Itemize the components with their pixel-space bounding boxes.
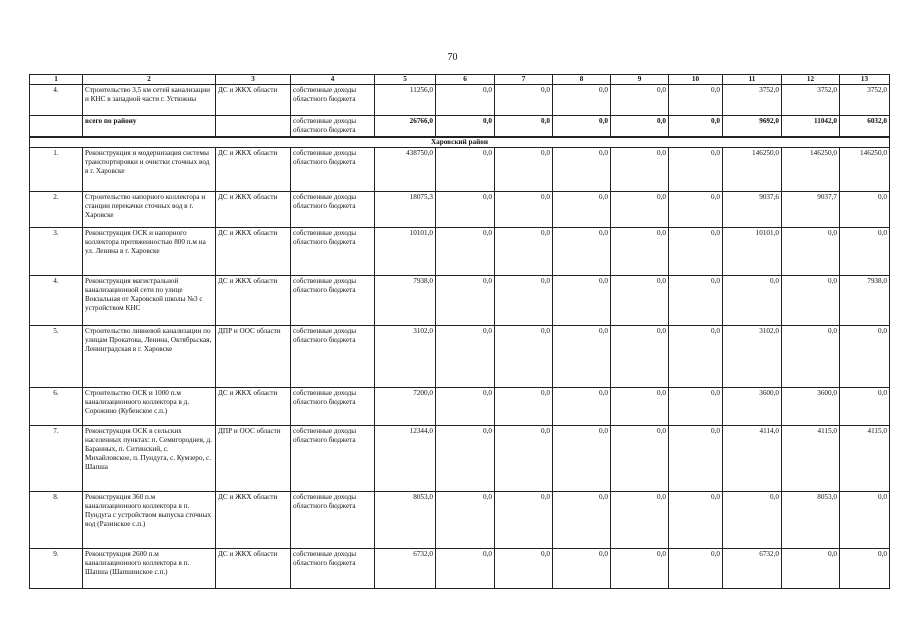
value-cell: 0,0 [495,116,553,138]
value-cell: 0,0 [611,549,669,589]
executor: ДС и ЖКХ области [216,228,291,276]
value-cell: 0,0 [611,148,669,192]
value-cell: 0,0 [553,326,611,388]
row-number: 4. [30,276,83,326]
value-cell: 0,0 [553,148,611,192]
value-cell: 0,0 [553,388,611,426]
value-cell: 0,0 [553,228,611,276]
page-number: 70 [447,52,458,63]
value-cell: 9692,0 [723,116,782,138]
value-cell: 0,0 [553,426,611,492]
value-cell: 0,0 [723,492,782,549]
funding-source: собственные доходы областного бюджета [291,192,375,228]
value-cell: 0,0 [611,116,669,138]
executor: ДС и ЖКХ области [216,549,291,589]
value-cell: 0,0 [436,388,495,426]
value-cell: 7938,0 [375,276,436,326]
value-cell: 0,0 [495,276,553,326]
header-cell: 10 [669,75,723,85]
row-number: 6. [30,388,83,426]
table-row [30,192,890,228]
value-cell: 0,0 [553,276,611,326]
row-number: 4. [30,85,83,116]
row-number [30,116,83,138]
value-cell: 0,0 [436,148,495,192]
value-cell: 0,0 [782,276,840,326]
header-cell: 9 [611,75,669,85]
header-cell: 11 [723,75,782,85]
value-cell: 4114,0 [723,426,782,492]
total-row [30,116,890,138]
value-cell: 146250,0 [840,148,890,192]
executor [216,116,291,138]
value-cell: 7938,0 [840,276,890,326]
value-cell: 3752,0 [723,85,782,116]
project-name: Реконструкция ОСК в сельских населенных пунктах: п. Семигороднея, д. Баранных, п. Ситинский, с. Михайловское, п. Пундуга, с. Кумзеро, с. Шапша [83,426,216,492]
executor: ДС и ЖКХ области [216,192,291,228]
header-cell: 1 [30,75,83,85]
value-cell: 0,0 [436,426,495,492]
value-cell: 10101,0 [375,228,436,276]
funding-source: собственные доходы областного бюджета [291,549,375,589]
value-cell: 0,0 [495,549,553,589]
value-cell: 0,0 [553,85,611,116]
project-name: Строительство 3,5 км сетей канализации и КНС в западной части г. Устюжны [83,85,216,116]
value-cell: 0,0 [840,326,890,388]
funding-source: собственные доходы областного бюджета [291,85,375,116]
value-cell: 4115,0 [782,426,840,492]
funding-source: собственные доходы областного бюджета [291,228,375,276]
value-cell: 18075,3 [375,192,436,228]
value-cell: 0,0 [611,192,669,228]
value-cell: 0,0 [840,492,890,549]
value-cell: 6732,0 [723,549,782,589]
header-cell: 8 [553,75,611,85]
value-cell: 0,0 [553,492,611,549]
funding-source: собственные доходы областного бюджета [291,426,375,492]
header-cell: 2 [83,75,216,85]
value-cell: 0,0 [669,326,723,388]
project-name: Реконструкция и модернизация системы транспортировки и очистки сточных вод в г. Харовске [83,148,216,192]
value-cell: 10101,0 [723,228,782,276]
value-cell: 0,0 [611,326,669,388]
row-number: 5. [30,326,83,388]
value-cell: 0,0 [611,85,669,116]
value-cell: 26766,0 [375,116,436,138]
table-row [30,148,890,192]
value-cell: 0,0 [669,192,723,228]
executor: ДС и ЖКХ области [216,492,291,549]
value-cell: 0,0 [611,388,669,426]
value-cell: 12344,0 [375,426,436,492]
row-number: 8. [30,492,83,549]
value-cell: 0,0 [669,492,723,549]
value-cell: 0,0 [495,148,553,192]
value-cell: 7200,0 [375,388,436,426]
row-number: 2. [30,192,83,228]
value-cell: 0,0 [840,549,890,589]
funding-source: собственные доходы областного бюджета [291,116,375,138]
value-cell: 0,0 [669,85,723,116]
value-cell: 0,0 [436,192,495,228]
value-cell: 0,0 [782,326,840,388]
value-cell: 438750,0 [375,148,436,192]
table-row [30,326,890,388]
value-cell: 0,0 [436,228,495,276]
value-cell: 3752,0 [840,85,890,116]
value-cell: 0,0 [669,228,723,276]
header-row [30,75,890,85]
value-cell: 0,0 [611,276,669,326]
executor: ДС и ЖКХ области [216,388,291,426]
value-cell: 146250,0 [723,148,782,192]
header-cell: 12 [782,75,840,85]
funding-source: собственные доходы областного бюджета [291,148,375,192]
value-cell: 9037,7 [782,192,840,228]
executor: ДС и ЖКХ области [216,148,291,192]
value-cell: 0,0 [436,116,495,138]
value-cell: 0,0 [436,492,495,549]
table-row [30,228,890,276]
value-cell: 0,0 [669,426,723,492]
value-cell: 0,0 [495,85,553,116]
value-cell: 3600,0 [782,388,840,426]
table-row [30,276,890,326]
table-row [30,85,890,116]
value-cell: 0,0 [495,388,553,426]
executor: ДС и ЖКХ области [216,276,291,326]
value-cell: 0,0 [553,549,611,589]
table-row [30,426,890,492]
header-cell: 13 [840,75,890,85]
value-cell: 0,0 [553,192,611,228]
value-cell: 3600,0 [723,388,782,426]
executor: ДПР и ООС области [216,426,291,492]
executor: ДС и ЖКХ области [216,85,291,116]
project-name: Строительство ОСК и 1000 п.м канализационного коллектора в д. Сорожино (Кубенское с.п.) [83,388,216,426]
project-name: Реконструкция 360 п.м канализационного коллектора в п. Пундуга с устройством выпуска сточных вод (Разинское с.п.) [83,492,216,549]
district-name: Харовский район [30,137,890,148]
value-cell: 0,0 [669,116,723,138]
value-cell: 0,0 [495,326,553,388]
value-cell: 0,0 [782,228,840,276]
value-cell: 0,0 [495,228,553,276]
project-name: Реконструкция магистральной канализационной сети по улице Вокзальная от Харовской школы №3 с устройством КНС [83,276,216,326]
value-cell: 0,0 [436,85,495,116]
value-cell: 8053,0 [782,492,840,549]
value-cell: 0,0 [495,426,553,492]
executor: ДПР и ООС области [216,326,291,388]
value-cell: 0,0 [669,388,723,426]
funding-source: собственные доходы областного бюджета [291,492,375,549]
header-cell: 3 [216,75,291,85]
total-label: всего по району [83,116,216,138]
project-name: Реконструкция 2600 п.м канализационного коллектора в п. Шапша (Шапшинское с.п.) [83,549,216,589]
funding-source: собственные доходы областного бюджета [291,326,375,388]
header-cell: 6 [436,75,495,85]
value-cell: 0,0 [782,549,840,589]
program-table [29,74,890,589]
table-row [30,388,890,426]
district-header-row [30,137,890,148]
value-cell: 0,0 [611,228,669,276]
header-cell: 5 [375,75,436,85]
header-cell: 7 [495,75,553,85]
value-cell: 6032,0 [840,116,890,138]
project-name: Строительство напорного коллектора и станции перекачки сточных вод в г. Харовске [83,192,216,228]
value-cell: 0,0 [669,148,723,192]
row-number: 3. [30,228,83,276]
value-cell: 0,0 [723,276,782,326]
row-number: 7. [30,426,83,492]
table-row [30,492,890,549]
value-cell: 6732,0 [375,549,436,589]
value-cell: 11042,0 [782,116,840,138]
project-name: Строительство ливневой канализации по улицам Прокатова, Ленина, Октябрьская, Ленинградская в г. Харовске [83,326,216,388]
value-cell: 3102,0 [375,326,436,388]
value-cell: 0,0 [436,276,495,326]
project-name: Реконструкция ОСК и напорного коллектора протяженностью 800 п.м на ул. Ленина в г. Харовске [83,228,216,276]
value-cell: 0,0 [669,549,723,589]
value-cell: 8053,0 [375,492,436,549]
value-cell: 3102,0 [723,326,782,388]
value-cell: 146250,0 [782,148,840,192]
value-cell: 0,0 [840,228,890,276]
value-cell: 11256,0 [375,85,436,116]
row-number: 1. [30,148,83,192]
value-cell: 0,0 [840,388,890,426]
value-cell: 0,0 [611,426,669,492]
value-cell: 3752,0 [782,85,840,116]
funding-source: собственные доходы областного бюджета [291,388,375,426]
value-cell: 9037,6 [723,192,782,228]
value-cell: 0,0 [436,326,495,388]
value-cell: 0,0 [669,276,723,326]
value-cell: 0,0 [495,492,553,549]
row-number: 9. [30,549,83,589]
value-cell: 0,0 [495,192,553,228]
value-cell: 0,0 [436,549,495,589]
value-cell: 0,0 [840,192,890,228]
table-row [30,549,890,589]
value-cell: 4115,0 [840,426,890,492]
value-cell: 0,0 [611,492,669,549]
header-cell: 4 [291,75,375,85]
value-cell: 0,0 [553,116,611,138]
funding-source: собственные доходы областного бюджета [291,276,375,326]
